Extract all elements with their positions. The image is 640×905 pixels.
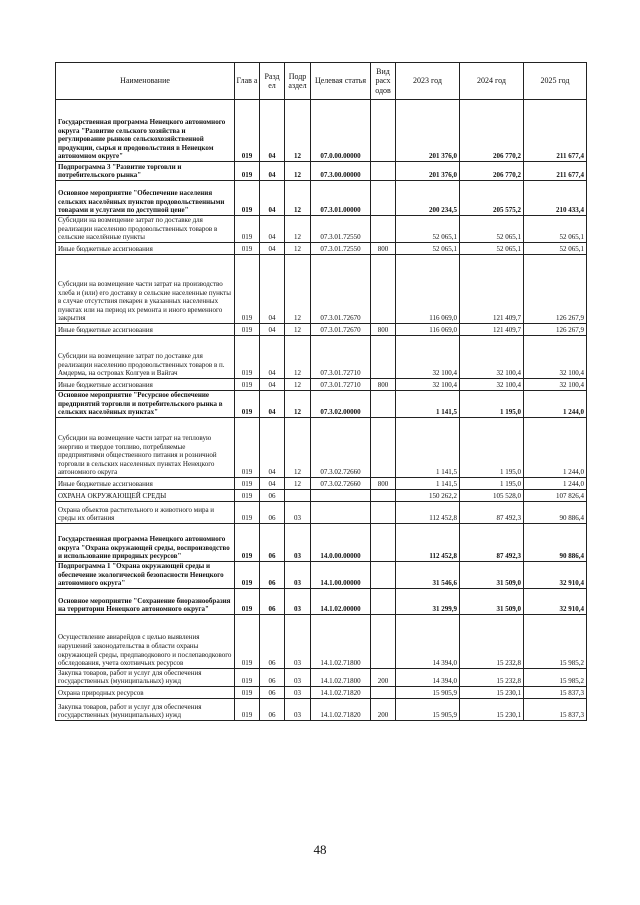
table-row	[56, 100, 587, 162]
table-row	[56, 524, 587, 562]
row-razdel-cell: 04	[260, 324, 285, 336]
row-name-cell: Закупка товаров, работ и услуг для обеспечения государственных (муниципальных) нужд	[56, 668, 235, 686]
table-row	[56, 379, 587, 391]
table-row	[56, 418, 587, 478]
row-vid-cell	[371, 588, 396, 614]
header-vid: Вид расх одов	[371, 63, 396, 100]
row-name-cell: Подпрограмма 1 "Охрана окружающей среды и обеспечение экологической безопасности Ненецкого автономного округа"	[56, 562, 235, 589]
row-glava-cell: 019	[235, 562, 260, 589]
row-razdel-cell: 04	[260, 243, 285, 255]
row-vid-cell	[371, 391, 396, 418]
table-row	[56, 490, 587, 502]
row-vid-cell	[371, 686, 396, 698]
row-vid-cell	[371, 181, 396, 216]
row-name-cell: ОХРАНА ОКРУЖАЮЩЕЙ СРЕДЫ	[56, 490, 235, 502]
table-row	[56, 502, 587, 524]
row-2023-cell: 32 100,4	[396, 336, 460, 379]
row-podrazdel-cell: 12	[285, 478, 311, 490]
row-target-cell: 14.0.00.00000	[311, 524, 371, 562]
header-2025: 2025 год	[524, 63, 587, 100]
row-name-cell: Государственная программа Ненецкого автономного округа "Охрана окружающей среды, воспроизводство и использование природных ресурсов"	[56, 524, 235, 562]
row-target-cell: 07.3.01.72670	[311, 255, 371, 324]
row-podrazdel-cell: 03	[285, 588, 311, 614]
row-podrazdel-cell: 12	[285, 379, 311, 391]
row-glava-cell: 019	[235, 100, 260, 162]
table-row	[56, 614, 587, 668]
row-glava-cell: 019	[235, 478, 260, 490]
row-2023-cell: 31 299,9	[396, 588, 460, 614]
row-2024-cell: 31 509,0	[460, 562, 524, 589]
row-name-cell: Закупка товаров, работ и услуг для обеспечения государственных (муниципальных) нужд	[56, 698, 235, 720]
row-vid-cell	[371, 490, 396, 502]
row-2024-cell: 52 065,1	[460, 243, 524, 255]
row-2025-cell: 15 837,3	[524, 686, 587, 698]
table-row	[56, 588, 587, 614]
row-vid-cell: 800	[371, 324, 396, 336]
row-vid-cell	[371, 216, 396, 243]
row-razdel-cell: 06	[260, 698, 285, 720]
row-2025-cell: 52 065,1	[524, 243, 587, 255]
row-2023-cell: 116 069,0	[396, 255, 460, 324]
row-target-cell: 07.3.01.72550	[311, 243, 371, 255]
row-2025-cell: 32 100,4	[524, 379, 587, 391]
row-target-cell	[311, 490, 371, 502]
page-number: 48	[313, 842, 327, 857]
row-target-cell: 14.1.00.00000	[311, 562, 371, 589]
row-glava-cell: 019	[235, 255, 260, 324]
row-podrazdel-cell	[285, 490, 311, 502]
row-2023-cell: 15 905,9	[396, 698, 460, 720]
row-razdel-cell: 04	[260, 379, 285, 391]
row-razdel-cell: 04	[260, 336, 285, 379]
row-vid-cell	[371, 524, 396, 562]
header-target: Целевая статья	[311, 63, 371, 100]
table-row	[56, 698, 587, 720]
row-2024-cell: 15 232,8	[460, 614, 524, 668]
row-target-cell: 07.3.00.00000	[311, 162, 371, 181]
table-row	[56, 243, 587, 255]
row-2023-cell: 112 452,8	[396, 524, 460, 562]
row-2024-cell: 1 195,0	[460, 418, 524, 478]
row-glava-cell: 019	[235, 614, 260, 668]
row-name-cell: Субсидии на возмещение затрат по доставке для реализации населению продовольственных товаров в п. Амдерма, на островах Колгуев и Вайгач	[56, 336, 235, 379]
row-name-cell: Иные бюджетные ассигнования	[56, 478, 235, 490]
table-row	[56, 391, 587, 418]
row-razdel-cell: 06	[260, 502, 285, 524]
row-2024-cell: 52 065,1	[460, 216, 524, 243]
row-2023-cell: 14 394,0	[396, 614, 460, 668]
row-glava-cell: 019	[235, 490, 260, 502]
row-glava-cell: 019	[235, 243, 260, 255]
row-2024-cell: 87 492,3	[460, 524, 524, 562]
row-razdel-cell: 06	[260, 588, 285, 614]
row-2023-cell: 112 452,8	[396, 502, 460, 524]
row-vid-cell	[371, 100, 396, 162]
row-2025-cell: 211 677,4	[524, 100, 587, 162]
row-podrazdel-cell: 03	[285, 524, 311, 562]
row-name-cell: Иные бюджетные ассигнования	[56, 324, 235, 336]
row-podrazdel-cell: 12	[285, 324, 311, 336]
row-razdel-cell: 06	[260, 686, 285, 698]
row-2023-cell: 200 234,5	[396, 181, 460, 216]
row-2024-cell: 1 195,0	[460, 478, 524, 490]
table-row	[56, 181, 587, 216]
row-2023-cell: 150 262,2	[396, 490, 460, 502]
row-2023-cell: 1 141,5	[396, 478, 460, 490]
row-razdel-cell: 06	[260, 614, 285, 668]
row-2023-cell: 52 065,1	[396, 243, 460, 255]
row-glava-cell: 019	[235, 686, 260, 698]
row-2023-cell: 15 905,9	[396, 686, 460, 698]
row-2023-cell: 201 376,0	[396, 100, 460, 162]
row-target-cell: 07.3.01.00000	[311, 181, 371, 216]
row-2024-cell: 31 509,0	[460, 588, 524, 614]
row-glava-cell: 019	[235, 324, 260, 336]
row-razdel-cell: 04	[260, 100, 285, 162]
row-vid-cell	[371, 255, 396, 324]
row-name-cell: Иные бюджетные ассигнования	[56, 379, 235, 391]
row-podrazdel-cell: 03	[285, 562, 311, 589]
row-2024-cell: 87 492,3	[460, 502, 524, 524]
row-glava-cell: 019	[235, 668, 260, 686]
budget-table	[55, 62, 587, 721]
row-2025-cell: 210 433,4	[524, 181, 587, 216]
row-2025-cell: 1 244,0	[524, 478, 587, 490]
header-2024: 2024 год	[460, 63, 524, 100]
row-name-cell: Основное мероприятие "Сохранение биоразнообразия на территории Ненецкого автономного округа"	[56, 588, 235, 614]
row-podrazdel-cell: 12	[285, 336, 311, 379]
table-row	[56, 255, 587, 324]
row-podrazdel-cell: 12	[285, 243, 311, 255]
row-vid-cell	[371, 502, 396, 524]
row-2025-cell: 15 837,3	[524, 698, 587, 720]
row-name-cell: Основное мероприятие "Ресурсное обеспечение предприятий торговли и потребительского рынка в сельских населённых пунктах"	[56, 391, 235, 418]
row-target-cell: 07.3.01.72710	[311, 379, 371, 391]
row-2023-cell: 52 065,1	[396, 216, 460, 243]
row-2023-cell: 1 141,5	[396, 391, 460, 418]
row-2023-cell: 14 394,0	[396, 668, 460, 686]
row-2023-cell: 32 100,4	[396, 379, 460, 391]
row-vid-cell: 200	[371, 668, 396, 686]
row-podrazdel-cell: 03	[285, 614, 311, 668]
row-2024-cell: 15 232,8	[460, 668, 524, 686]
row-razdel-cell: 04	[260, 391, 285, 418]
row-2024-cell: 1 195,0	[460, 391, 524, 418]
row-vid-cell	[371, 162, 396, 181]
row-target-cell: 14.1.02.71820	[311, 698, 371, 720]
header-razdel: Разд ел	[260, 63, 285, 100]
row-2025-cell: 107 826,4	[524, 490, 587, 502]
row-razdel-cell: 06	[260, 562, 285, 589]
table-row	[56, 162, 587, 181]
row-2023-cell: 1 141,5	[396, 418, 460, 478]
row-2025-cell: 32 910,4	[524, 562, 587, 589]
row-name-cell: Основное мероприятие "Обеспечение населения сельских населённых пунктов продовольственными товарами и услугами по доступной цене"	[56, 181, 235, 216]
table-body	[56, 100, 587, 721]
row-name-cell: Иные бюджетные ассигнования	[56, 243, 235, 255]
row-glava-cell: 019	[235, 524, 260, 562]
row-glava-cell: 019	[235, 588, 260, 614]
row-2024-cell: 32 100,4	[460, 336, 524, 379]
row-razdel-cell: 04	[260, 478, 285, 490]
table-row	[56, 668, 587, 686]
row-podrazdel-cell: 12	[285, 162, 311, 181]
row-podrazdel-cell: 12	[285, 181, 311, 216]
row-glava-cell: 019	[235, 391, 260, 418]
row-glava-cell: 019	[235, 162, 260, 181]
row-podrazdel-cell: 03	[285, 502, 311, 524]
row-2024-cell: 121 409,7	[460, 324, 524, 336]
row-razdel-cell: 04	[260, 181, 285, 216]
row-target-cell: 14.1.02.71800	[311, 614, 371, 668]
row-podrazdel-cell: 12	[285, 100, 311, 162]
header-2023: 2023 год	[396, 63, 460, 100]
row-glava-cell: 019	[235, 698, 260, 720]
row-name-cell: Охрана природных ресурсов	[56, 686, 235, 698]
table-row	[56, 562, 587, 589]
table-row	[56, 324, 587, 336]
row-name-cell: Субсидии на возмещение затрат по доставке для реализации населению продовольственных товаров в сельские населённые пункты	[56, 216, 235, 243]
table-row	[56, 216, 587, 243]
row-glava-cell: 019	[235, 216, 260, 243]
row-glava-cell: 019	[235, 181, 260, 216]
row-vid-cell	[371, 418, 396, 478]
row-2025-cell: 15 985,2	[524, 614, 587, 668]
row-podrazdel-cell: 12	[285, 391, 311, 418]
row-razdel-cell: 06	[260, 524, 285, 562]
header-glava: Глав а	[235, 63, 260, 100]
row-podrazdel-cell: 12	[285, 418, 311, 478]
row-vid-cell	[371, 614, 396, 668]
row-podrazdel-cell: 03	[285, 698, 311, 720]
row-2025-cell: 32 910,4	[524, 588, 587, 614]
row-2024-cell: 32 100,4	[460, 379, 524, 391]
row-2024-cell: 105 528,0	[460, 490, 524, 502]
row-2025-cell: 90 886,4	[524, 524, 587, 562]
row-target-cell	[311, 502, 371, 524]
row-2025-cell: 90 886,4	[524, 502, 587, 524]
row-target-cell: 14.1.02.00000	[311, 588, 371, 614]
row-razdel-cell: 06	[260, 490, 285, 502]
row-glava-cell: 019	[235, 379, 260, 391]
row-vid-cell: 800	[371, 478, 396, 490]
row-name-cell: Осуществление авиарейдов с целью выявления нарушений законодательства в области охраны окружающей среды, предпаводкового и послепаводкового обследования, учета охотничьих ресурсов	[56, 614, 235, 668]
row-target-cell: 07.3.01.72670	[311, 324, 371, 336]
row-2024-cell: 205 575,2	[460, 181, 524, 216]
row-2023-cell: 116 069,0	[396, 324, 460, 336]
row-target-cell: 07.3.01.72550	[311, 216, 371, 243]
header-podrazdel: Подр аздел	[285, 63, 311, 100]
row-2025-cell: 1 244,0	[524, 418, 587, 478]
row-razdel-cell: 04	[260, 418, 285, 478]
row-2023-cell: 201 376,0	[396, 162, 460, 181]
row-2024-cell: 206 770,2	[460, 100, 524, 162]
row-target-cell: 14.1.02.71820	[311, 686, 371, 698]
row-2025-cell: 52 065,1	[524, 216, 587, 243]
row-glava-cell: 019	[235, 336, 260, 379]
row-name-cell: Субсидии на возмещение части затрат на тепловую энергию и твердое топливо, потребляемые предприятиями общественного питания и розничной торговли в сельских населенных пунктах Ненецкого автономного округа	[56, 418, 235, 478]
row-name-cell: Подпрограмма 3 "Развитие торговли и потребительского рынка"	[56, 162, 235, 181]
table-header-row	[56, 63, 587, 100]
row-podrazdel-cell: 03	[285, 668, 311, 686]
row-name-cell: Государственная программа Ненецкого автономного округа "Развитие сельского хозяйства и регулирование рынков сельскохозяйственной продукции, сырья и продовольствия в Ненецком автономном округе"	[56, 100, 235, 162]
row-name-cell: Охрана объектов растительного и животного мира и среды их обитания	[56, 502, 235, 524]
row-2023-cell: 31 546,6	[396, 562, 460, 589]
row-2024-cell: 15 230,1	[460, 686, 524, 698]
row-vid-cell: 800	[371, 379, 396, 391]
row-razdel-cell: 06	[260, 668, 285, 686]
row-target-cell: 07.3.02.72660	[311, 418, 371, 478]
row-target-cell: 14.1.02.71800	[311, 668, 371, 686]
row-name-cell: Субсидии на возмещение части затрат на производство хлеба и (или) его доставку в сельские населенные пункты в случае отсутствия пекарен в указанных населенных пунктах или на период их ремонта и иного временного закрытия	[56, 255, 235, 324]
row-glava-cell: 019	[235, 418, 260, 478]
row-2024-cell: 15 230,1	[460, 698, 524, 720]
row-vid-cell: 800	[371, 243, 396, 255]
row-razdel-cell: 04	[260, 255, 285, 324]
row-target-cell: 07.3.01.72710	[311, 336, 371, 379]
row-podrazdel-cell: 12	[285, 216, 311, 243]
row-2024-cell: 121 409,7	[460, 255, 524, 324]
row-target-cell: 07.3.02.72660	[311, 478, 371, 490]
row-2024-cell: 206 770,2	[460, 162, 524, 181]
row-target-cell: 07.0.00.00000	[311, 100, 371, 162]
row-podrazdel-cell: 12	[285, 255, 311, 324]
table-row	[56, 336, 587, 379]
row-razdel-cell: 04	[260, 162, 285, 181]
row-2025-cell: 211 677,4	[524, 162, 587, 181]
row-2025-cell: 126 267,9	[524, 324, 587, 336]
row-2025-cell: 126 267,9	[524, 255, 587, 324]
table-row	[56, 478, 587, 490]
row-vid-cell	[371, 562, 396, 589]
row-razdel-cell: 04	[260, 216, 285, 243]
table-row	[56, 686, 587, 698]
row-glava-cell: 019	[235, 502, 260, 524]
row-2025-cell: 15 985,2	[524, 668, 587, 686]
row-2025-cell: 1 244,0	[524, 391, 587, 418]
row-podrazdel-cell: 03	[285, 686, 311, 698]
row-vid-cell: 200	[371, 698, 396, 720]
row-target-cell: 07.3.02.00000	[311, 391, 371, 418]
row-2025-cell: 32 100,4	[524, 336, 587, 379]
header-name: Наименование	[56, 63, 235, 100]
row-vid-cell	[371, 336, 396, 379]
